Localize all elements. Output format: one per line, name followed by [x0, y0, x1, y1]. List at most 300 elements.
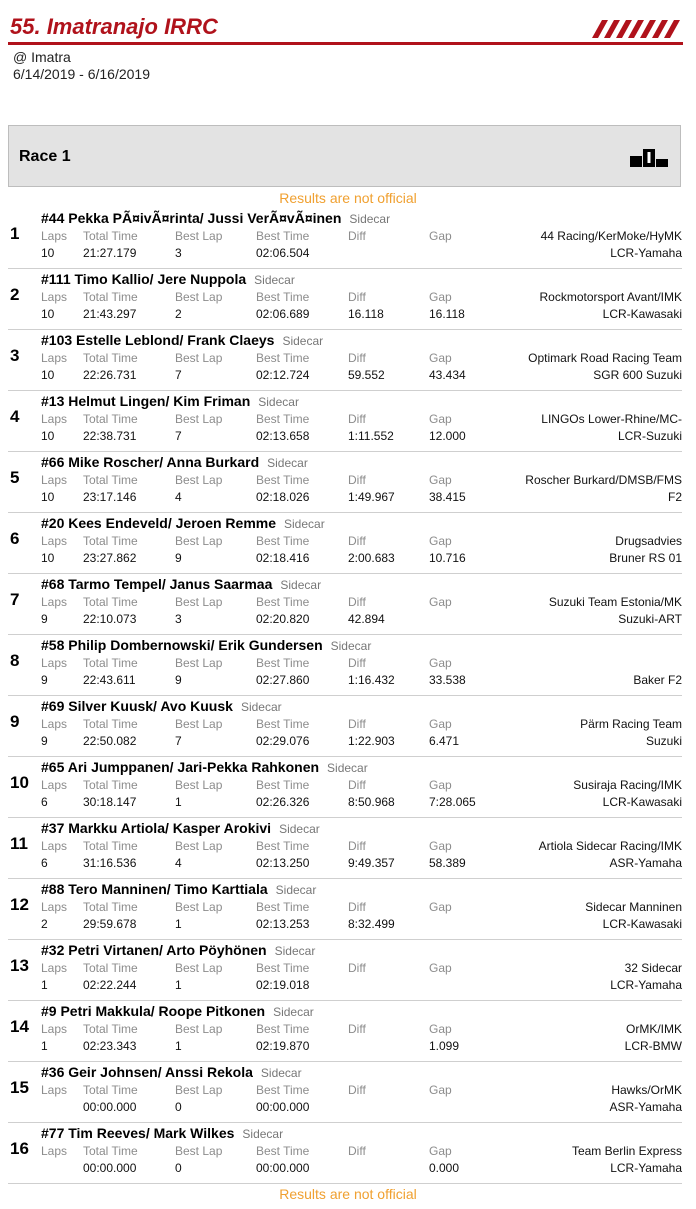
- result-class: Sidecar: [240, 700, 282, 714]
- col-value-gap: 58.389: [429, 856, 466, 870]
- result-team: LINGOs Lower-Rhine/MC-: [541, 412, 682, 426]
- result-bike: F2: [667, 490, 682, 504]
- col-value-gap: 12.000: [429, 429, 466, 443]
- event-title: 55. Imatranajo IRRC: [10, 14, 218, 39]
- col-label-gap: Gap: [429, 1083, 452, 1097]
- result-bike: LCR-Yamaha: [610, 1161, 682, 1175]
- result-rider-names: [41, 942, 315, 958]
- col-value-laps: 1: [41, 1039, 48, 1053]
- rider-names: #88 Tero Manninen/ Timo Karttiala: [41, 881, 268, 897]
- result-row[interactable]: [8, 391, 682, 452]
- col-value-gap: 38.415: [429, 490, 466, 504]
- col-value-total: 22:10.073: [83, 612, 137, 626]
- result-position: 12: [10, 895, 29, 914]
- result-position: 5: [10, 468, 20, 487]
- col-value-diff: 1:16.432: [348, 673, 395, 687]
- col-label-diff: Diff: [348, 1022, 366, 1036]
- col-value-laps: 1: [41, 978, 48, 992]
- col-label-total-time: Total Time: [83, 961, 138, 975]
- col-label-gap: Gap: [429, 717, 452, 731]
- result-bike: LCR-Suzuki: [617, 429, 682, 443]
- event-header: [10, 12, 684, 44]
- col-label-diff: Diff: [348, 656, 366, 670]
- col-label-best-time: Best Time: [256, 1083, 310, 1097]
- col-value-best-lap: 4: [175, 490, 182, 504]
- col-label-total-time: Total Time: [83, 900, 138, 914]
- col-value-diff: 9:49.357: [348, 856, 395, 870]
- col-label-diff: Diff: [348, 839, 366, 853]
- col-label-diff: Diff: [348, 534, 366, 548]
- col-label-best-time: Best Time: [256, 1022, 310, 1036]
- result-class: Sidecar: [254, 273, 295, 287]
- result-row[interactable]: [8, 208, 682, 269]
- result-position: 3: [10, 346, 20, 365]
- result-row[interactable]: [8, 330, 682, 391]
- col-value-total: 23:27.862: [83, 551, 137, 565]
- result-row[interactable]: [8, 574, 682, 635]
- col-label-total-time: Total Time: [83, 717, 138, 731]
- results-notice-top: Results are not official: [279, 190, 417, 206]
- result-bike: LCR-Kawasaki: [602, 307, 682, 321]
- col-label-diff: Diff: [348, 412, 366, 426]
- col-value-best-lap: 9: [175, 551, 182, 565]
- col-value-diff: 1:22.903: [348, 734, 395, 748]
- rider-names: #9 Petri Makkula/ Roope Pitkonen: [41, 1003, 266, 1019]
- result-bike: LCR-Yamaha: [610, 246, 682, 260]
- col-value-gap: 0.000: [429, 1161, 460, 1175]
- col-value-total: 29:59.678: [83, 917, 137, 931]
- col-label-laps: Laps: [41, 839, 68, 853]
- col-value-gap: 43.434: [429, 368, 466, 382]
- result-position: 7: [10, 590, 20, 609]
- result-row[interactable]: [8, 1123, 682, 1184]
- col-value-total: 22:26.731: [83, 368, 137, 382]
- result-position: 16: [10, 1139, 29, 1158]
- result-class: Sidecar: [260, 1066, 302, 1080]
- col-label-diff: Diff: [348, 717, 366, 731]
- col-value-total: 22:38.731: [83, 429, 137, 443]
- result-position: 9: [10, 712, 20, 731]
- header-divider: [8, 42, 683, 45]
- col-label-best-lap: Best Lap: [175, 1083, 223, 1097]
- col-value-best-time: 02:18.416: [256, 551, 310, 565]
- col-label-best-time: Best Time: [256, 290, 310, 304]
- result-rider-names: [41, 1064, 302, 1080]
- col-label-best-time: Best Time: [256, 1144, 310, 1158]
- col-value-laps: 10: [41, 551, 55, 565]
- col-value-best-lap: 9: [175, 673, 182, 687]
- result-row[interactable]: [8, 1001, 682, 1062]
- rider-names: #65 Ari Jumppanen/ Jari-Pekka Rahkonen: [41, 759, 320, 775]
- rider-names: #36 Geir Johnsen/ Anssi Rekola: [41, 1064, 253, 1080]
- col-label-laps: Laps: [41, 778, 68, 792]
- col-value-gap: 1.099: [429, 1039, 460, 1053]
- col-value-best-lap: 1: [175, 795, 182, 809]
- rider-names: #13 Helmut Lingen/ Kim Friman: [41, 393, 251, 409]
- col-value-best-time: 02:13.658: [256, 429, 310, 443]
- col-label-best-time: Best Time: [256, 656, 310, 670]
- result-position: 15: [10, 1078, 29, 1097]
- result-position: 8: [10, 651, 20, 670]
- col-value-best-time: 02:19.018: [256, 978, 310, 992]
- col-value-best-time: 02:06.504: [256, 246, 310, 260]
- rider-names: #37 Markku Artiola/ Kasper Arokivi: [41, 820, 272, 836]
- col-label-total-time: Total Time: [83, 229, 138, 243]
- col-value-best-lap: 2: [175, 307, 182, 321]
- col-label-gap: Gap: [429, 290, 452, 304]
- result-team: Roscher Burkard/DMSB/FMS: [525, 473, 682, 487]
- rider-names: #20 Kees Endeveld/ Jeroen Remme: [41, 515, 277, 531]
- result-position: 1: [10, 224, 20, 243]
- col-value-laps: 2: [41, 917, 48, 931]
- result-row[interactable]: [8, 269, 682, 330]
- col-value-diff: 16.118: [348, 307, 384, 321]
- col-label-best-lap: Best Lap: [175, 473, 223, 487]
- col-label-diff: Diff: [348, 290, 366, 304]
- col-value-best-time: 02:13.253: [256, 917, 310, 931]
- col-label-best-lap: Best Lap: [175, 290, 223, 304]
- result-class: Sidecar: [349, 212, 391, 226]
- result-rider-names: [41, 698, 282, 714]
- result-position: 10: [10, 773, 29, 792]
- col-value-best-time: 02:06.689: [256, 307, 310, 321]
- result-rider-names: [41, 393, 299, 409]
- stripes-logo-icon: [584, 20, 684, 38]
- results-notice-bottom: Results are not official: [279, 1186, 417, 1202]
- col-value-gap: 33.538: [429, 673, 466, 687]
- result-bike: Suzuki-ART: [618, 612, 682, 626]
- col-value-total: 31:16.536: [83, 856, 137, 870]
- col-label-gap: Gap: [429, 778, 452, 792]
- col-value-best-lap: 3: [175, 612, 182, 626]
- col-label-best-lap: Best Lap: [175, 778, 223, 792]
- rider-names: #68 Tarmo Tempel/ Janus Saarmaa: [41, 576, 273, 592]
- col-value-best-time: 02:26.326: [256, 795, 310, 809]
- result-rider-names: [41, 271, 295, 287]
- result-row[interactable]: [8, 879, 682, 940]
- col-label-gap: Gap: [429, 229, 452, 243]
- col-label-laps: Laps: [41, 473, 68, 487]
- col-value-best-lap: 7: [175, 368, 182, 382]
- result-team: Pärm Racing Team: [580, 717, 682, 731]
- rider-names: #77 Tim Reeves/ Mark Wilkes: [41, 1125, 235, 1141]
- event-location: @ Imatra: [13, 49, 71, 65]
- result-team: OrMK/IMK: [626, 1022, 682, 1036]
- result-bike: LCR-Kawasaki: [602, 917, 682, 931]
- result-class: Sidecar: [327, 761, 368, 775]
- col-value-total: 23:17.146: [83, 490, 137, 504]
- result-bike: ASR-Yamaha: [609, 1100, 682, 1114]
- col-label-best-lap: Best Lap: [175, 717, 223, 731]
- col-label-gap: Gap: [429, 839, 452, 853]
- rider-names: #69 Silver Kuusk/ Avo Kuusk: [41, 698, 233, 714]
- col-label-laps: Laps: [41, 656, 68, 670]
- col-label-best-lap: Best Lap: [175, 595, 223, 609]
- col-label-laps: Laps: [41, 1022, 68, 1036]
- col-label-total-time: Total Time: [83, 1022, 138, 1036]
- result-rider-names: [41, 576, 321, 592]
- col-label-gap: Gap: [429, 534, 452, 548]
- col-label-laps: Laps: [41, 1144, 68, 1158]
- col-value-laps: 9: [41, 734, 48, 748]
- rider-names: #103 Estelle Leblond/ Frank Claeys: [41, 332, 275, 348]
- col-label-best-time: Best Time: [256, 595, 310, 609]
- col-label-gap: Gap: [429, 595, 452, 609]
- col-label-laps: Laps: [41, 534, 68, 548]
- col-label-best-lap: Best Lap: [175, 1022, 223, 1036]
- result-class: Sidecar: [258, 395, 299, 409]
- col-value-diff: 8:32.499: [348, 917, 395, 931]
- col-value-total: 21:27.179: [83, 246, 137, 260]
- result-row[interactable]: [8, 757, 682, 818]
- col-label-best-time: Best Time: [256, 839, 310, 853]
- result-rider-names: [41, 210, 390, 226]
- col-label-diff: Diff: [348, 961, 366, 975]
- col-label-best-time: Best Time: [256, 351, 310, 365]
- result-rider-names: [41, 332, 323, 348]
- col-value-best-time: 02:19.870: [256, 1039, 310, 1053]
- result-position: 2: [10, 285, 20, 304]
- col-value-total: 02:23.343: [83, 1039, 137, 1053]
- result-bike: LCR-Kawasaki: [602, 795, 682, 809]
- col-value-total: 00:00.000: [83, 1161, 137, 1175]
- col-label-total-time: Total Time: [83, 1144, 138, 1158]
- col-value-best-time: 02:18.026: [256, 490, 310, 504]
- col-value-best-time: 00:00.000: [256, 1100, 310, 1114]
- col-label-best-time: Best Time: [256, 900, 310, 914]
- result-row[interactable]: [8, 452, 682, 513]
- result-class: Sidecar: [280, 578, 322, 592]
- result-bike: ASR-Yamaha: [609, 856, 682, 870]
- podium-icon[interactable]: [630, 149, 668, 167]
- result-bike: Baker F2: [633, 673, 682, 687]
- col-value-diff: 59.552: [348, 368, 385, 382]
- result-team: Sidecar Manninen: [585, 900, 682, 914]
- col-value-diff: 1:11.552: [348, 429, 394, 443]
- col-label-best-lap: Best Lap: [175, 961, 223, 975]
- event-dates: 6/14/2019 - 6/16/2019: [13, 66, 151, 82]
- result-class: Sidecar: [330, 639, 372, 653]
- result-position: 11: [10, 834, 28, 853]
- col-label-best-time: Best Time: [256, 473, 310, 487]
- result-class: Sidecar: [284, 517, 325, 531]
- col-label-laps: Laps: [41, 229, 68, 243]
- race-header[interactable]: [8, 125, 681, 187]
- result-class: Sidecar: [273, 1005, 314, 1019]
- result-position: 6: [10, 529, 20, 548]
- col-label-gap: Gap: [429, 900, 452, 914]
- result-position: 14: [10, 1017, 29, 1036]
- col-label-diff: Diff: [348, 595, 366, 609]
- col-label-best-lap: Best Lap: [175, 229, 223, 243]
- col-label-best-lap: Best Lap: [175, 900, 223, 914]
- col-label-gap: Gap: [429, 656, 452, 670]
- col-value-best-lap: 0: [175, 1100, 182, 1114]
- result-team: Susiraja Racing/IMK: [573, 778, 682, 792]
- result-row[interactable]: [8, 696, 682, 757]
- col-label-best-lap: Best Lap: [175, 351, 223, 365]
- col-label-laps: Laps: [41, 595, 68, 609]
- result-row[interactable]: [8, 1062, 682, 1123]
- col-label-laps: Laps: [41, 961, 68, 975]
- col-label-best-time: Best Time: [256, 717, 310, 731]
- col-label-best-time: Best Time: [256, 534, 310, 548]
- rider-names: #44 Pekka PÃ¤ivÃ¤rinta/ Jussi VerÃ¤vÃ¤inen: [41, 210, 342, 226]
- col-value-best-time: 02:12.724: [256, 368, 310, 382]
- col-label-best-lap: Best Lap: [175, 412, 223, 426]
- col-label-best-time: Best Time: [256, 229, 310, 243]
- col-label-gap: Gap: [429, 1022, 452, 1036]
- col-label-best-lap: Best Lap: [175, 1144, 223, 1158]
- result-team: Rockmotorsport Avant/IMK: [539, 290, 682, 304]
- col-label-laps: Laps: [41, 351, 68, 365]
- col-label-diff: Diff: [348, 473, 366, 487]
- rider-names: #58 Philip Dombernowski/ Erik Gundersen: [41, 637, 323, 653]
- rider-names: #32 Petri Virtanen/ Arto Pöyhönen: [41, 942, 267, 958]
- result-class: Sidecar: [267, 456, 308, 470]
- col-value-gap: 10.716: [429, 551, 466, 565]
- col-label-total-time: Total Time: [83, 595, 138, 609]
- col-label-laps: Laps: [41, 717, 68, 731]
- col-label-diff: Diff: [348, 1144, 366, 1158]
- col-value-best-lap: 4: [175, 856, 182, 870]
- col-value-diff: 1:49.967: [348, 490, 395, 504]
- col-label-gap: Gap: [429, 1144, 452, 1158]
- col-label-best-time: Best Time: [256, 778, 310, 792]
- result-bike: LCR-BMW: [624, 1039, 682, 1053]
- result-position: 4: [10, 407, 20, 426]
- col-value-diff: 42.894: [348, 612, 385, 626]
- col-label-diff: Diff: [348, 778, 366, 792]
- result-class: Sidecar: [282, 334, 324, 348]
- col-value-laps: 6: [41, 795, 48, 809]
- col-label-diff: Diff: [348, 229, 366, 243]
- result-class: Sidecar: [279, 822, 320, 836]
- col-label-total-time: Total Time: [83, 778, 138, 792]
- result-row[interactable]: [8, 818, 682, 879]
- result-team: Optimark Road Racing Team: [528, 351, 682, 365]
- col-label-best-time: Best Time: [256, 961, 310, 975]
- col-value-laps: 10: [41, 246, 55, 260]
- col-value-gap: 16.118: [429, 307, 465, 321]
- col-label-best-lap: Best Lap: [175, 839, 223, 853]
- col-label-laps: Laps: [41, 900, 68, 914]
- col-label-gap: Gap: [429, 961, 452, 975]
- rider-names: #111 Timo Kallio/ Jere Nuppola: [41, 271, 247, 287]
- result-rider-names: [41, 454, 308, 470]
- col-value-diff: 2:00.683: [348, 551, 395, 565]
- result-row[interactable]: [8, 635, 682, 696]
- col-label-best-lap: Best Lap: [175, 534, 223, 548]
- col-label-laps: Laps: [41, 290, 68, 304]
- result-rider-names: [41, 637, 371, 653]
- col-value-best-time: 02:13.250: [256, 856, 310, 870]
- col-value-best-time: 00:00.000: [256, 1161, 310, 1175]
- col-value-best-lap: 3: [175, 246, 182, 260]
- result-team: 44 Racing/KerMoke/HyMK: [540, 229, 682, 243]
- result-row[interactable]: [8, 940, 682, 1001]
- result-team: Artiola Sidecar Racing/IMK: [538, 839, 682, 853]
- col-label-total-time: Total Time: [83, 534, 138, 548]
- col-label-diff: Diff: [348, 1083, 366, 1097]
- row-divider: [8, 1183, 682, 1184]
- col-value-best-lap: 1: [175, 1039, 182, 1053]
- result-team: Drugsadvies: [615, 534, 682, 548]
- col-value-total: 30:18.147: [83, 795, 137, 809]
- col-value-best-time: 02:29.076: [256, 734, 310, 748]
- col-value-diff: 8:50.968: [348, 795, 395, 809]
- col-label-total-time: Total Time: [83, 656, 138, 670]
- result-rider-names: [41, 1125, 283, 1141]
- col-value-best-lap: 7: [175, 734, 182, 748]
- rider-names: #66 Mike Roscher/ Anna Burkard: [41, 454, 260, 470]
- col-label-laps: Laps: [41, 1083, 68, 1097]
- col-label-best-time: Best Time: [256, 412, 310, 426]
- result-rider-names: [41, 820, 320, 836]
- col-label-gap: Gap: [429, 351, 452, 365]
- col-label-diff: Diff: [348, 351, 366, 365]
- result-bike: Suzuki: [645, 734, 682, 748]
- col-label-total-time: Total Time: [83, 1083, 138, 1097]
- result-rider-names: [41, 1003, 314, 1019]
- col-label-diff: Diff: [348, 900, 366, 914]
- col-value-laps: 10: [41, 368, 55, 382]
- col-value-gap: 6.471: [429, 734, 460, 748]
- result-class: Sidecar: [275, 883, 317, 897]
- col-value-total: 22:50.082: [83, 734, 137, 748]
- result-bike: SGR 600 Suzuki: [593, 368, 682, 382]
- col-value-best-time: 02:20.820: [256, 612, 310, 626]
- col-value-total: 02:22.244: [83, 978, 137, 992]
- col-value-best-time: 02:27.860: [256, 673, 310, 687]
- col-value-best-lap: 0: [175, 1161, 182, 1175]
- result-team: Suzuki Team Estonia/MK: [548, 595, 682, 609]
- result-row[interactable]: [8, 513, 682, 574]
- result-class: Sidecar: [274, 944, 316, 958]
- col-value-gap: 7:28.065: [429, 795, 476, 809]
- result-team: Hawks/OrMK: [611, 1083, 682, 1097]
- result-class: Sidecar: [242, 1127, 284, 1141]
- col-value-laps: 10: [41, 307, 55, 321]
- col-value-best-lap: 1: [175, 917, 182, 931]
- col-value-total: 21:43.297: [83, 307, 137, 321]
- col-label-gap: Gap: [429, 473, 452, 487]
- col-label-total-time: Total Time: [83, 839, 138, 853]
- race-title: Race 1: [19, 148, 71, 165]
- result-team: Team Berlin Express: [571, 1144, 682, 1158]
- col-label-best-lap: Best Lap: [175, 656, 223, 670]
- col-value-total: 22:43.611: [83, 673, 136, 687]
- col-value-best-lap: 1: [175, 978, 182, 992]
- result-rider-names: [41, 515, 325, 531]
- result-team: 32 Sidecar: [624, 961, 682, 975]
- col-value-laps: 6: [41, 856, 48, 870]
- result-position: 13: [10, 956, 29, 975]
- col-value-laps: 9: [41, 673, 48, 687]
- col-value-total: 00:00.000: [83, 1100, 137, 1114]
- result-bike: LCR-Yamaha: [610, 978, 682, 992]
- col-value-laps: 9: [41, 612, 48, 626]
- result-bike: Bruner RS 01: [609, 551, 682, 565]
- col-label-total-time: Total Time: [83, 290, 138, 304]
- col-label-total-time: Total Time: [83, 412, 138, 426]
- col-label-total-time: Total Time: [83, 351, 138, 365]
- col-label-gap: Gap: [429, 412, 452, 426]
- col-value-best-lap: 7: [175, 429, 182, 443]
- result-rider-names: [41, 759, 368, 775]
- col-label-total-time: Total Time: [83, 473, 138, 487]
- col-value-laps: 10: [41, 429, 55, 443]
